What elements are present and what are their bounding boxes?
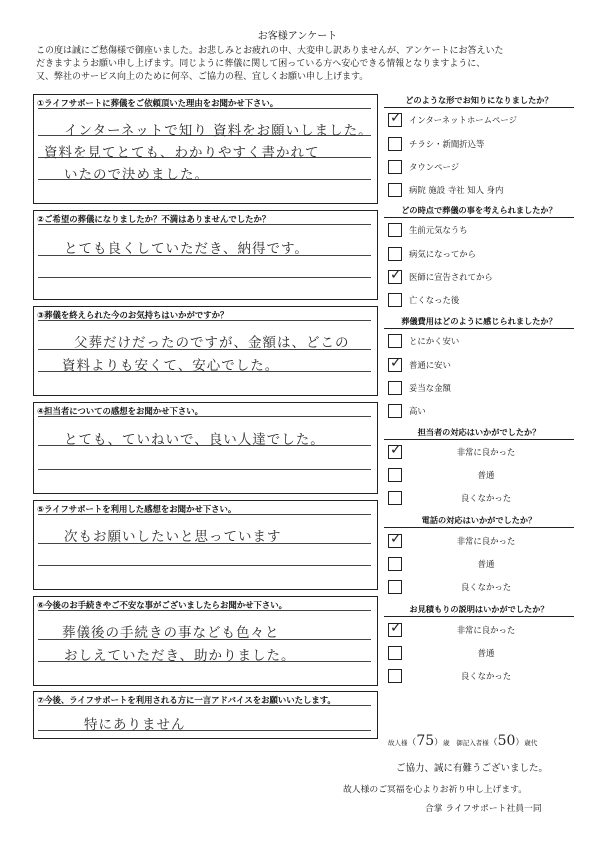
divider (38, 320, 371, 321)
option-label: 良くなかった (460, 671, 512, 681)
handwritten-answer: 次もお願いしたいと思っています (64, 529, 282, 545)
question-2-label: ②ご希望の葬儀になりましたか？不満はありませんでしたか？ (37, 214, 271, 224)
checkbox[interactable] (388, 293, 402, 307)
question-6-label: ⑥今後のお手続きやご不安な事がございましたらお聞かせ下さい。 (37, 600, 287, 610)
checkbox[interactable] (388, 223, 402, 237)
age-line (388, 733, 537, 749)
checkbox[interactable] (388, 531, 402, 548)
checkbox[interactable] (388, 381, 402, 395)
answer-line (38, 277, 371, 278)
question-7-label: ⑦今後、ライフサポートを利用される方に一言アドバイスをお願いいたします。 (37, 695, 336, 705)
handwritten-answer: 特にありません (84, 717, 186, 733)
option-label: 高い (409, 406, 426, 416)
option-label: 普通 (477, 470, 495, 480)
handwritten-answer: 資料を見てとても、わかりやすく書かれて (44, 145, 320, 161)
question-4-box[interactable] (33, 402, 378, 494)
divider (38, 514, 371, 515)
section-6-header: お見積もりの説明はいかがでしたか？ (384, 604, 574, 617)
check-icon: ✓ (390, 531, 402, 547)
option-label: 非常に良かった (456, 536, 516, 546)
divider (38, 416, 371, 417)
intro-line: 又、弊社のサービス向上のために何卒、ご協力の程、宜しくお願い申し上げます。 (36, 72, 369, 82)
option-label: タウンページ (409, 162, 460, 172)
handwritten-answer: 父葬だけだったのですが、金額は、どこの (74, 335, 350, 351)
question-1-label: ①ライフサポートに葬儀をご依頼頂いた理由をお聞かせ下さい。 (37, 98, 279, 108)
checkbox[interactable] (388, 110, 402, 127)
question-7-box[interactable] (33, 691, 378, 739)
check-icon: ✓ (390, 355, 402, 371)
option-label: 医師に宣告されてから (409, 272, 493, 282)
thanks-text: ご協力、誠に有難うございました。 (396, 763, 549, 774)
check-icon: ✓ (390, 110, 402, 126)
deceased-age[interactable]: 75 (416, 733, 435, 749)
checkbox[interactable] (388, 580, 402, 594)
prayer-text: 故人様のご冥福を心よりお祈り申し上げます。 (343, 785, 528, 795)
option-label: 普通 (477, 559, 495, 569)
paren: ） (434, 738, 443, 748)
divider (38, 108, 371, 109)
writer-age[interactable]: 50 (497, 733, 516, 749)
checkbox[interactable] (388, 267, 402, 284)
option-label: 生前元気なうち (409, 225, 468, 235)
checkbox[interactable] (388, 442, 402, 459)
handwritten-answer: 資料よりも安くて、安心でした。 (62, 358, 280, 374)
section-3-header: 葬儀費用はどのように感じられましたか？ (384, 316, 574, 329)
handwritten-answer: おしえていただき、助かりました。 (64, 648, 296, 664)
section-1-header: どのような形でお知りになりましたか？ (384, 95, 574, 108)
checkbox[interactable] (388, 247, 402, 261)
option-label: 病気になってから (409, 249, 476, 259)
checkbox[interactable] (388, 404, 402, 418)
section-4-header: 担当者の対応はいかがでしたか？ (384, 427, 574, 440)
intro-line: この度は誠にご愁傷様で御座いました。お悲しみとお疲れの中、大変申し訳ありませんが、アンケートにお答えいた (36, 46, 504, 56)
checkbox[interactable] (388, 669, 402, 683)
paren: （ (407, 738, 417, 748)
section-5-header: 電話の対応はいかがでしたか？ (384, 515, 574, 528)
check-icon: ✓ (390, 442, 402, 458)
option-label: 病院 施設 寺社 知人 身内 (409, 185, 504, 195)
checkbox[interactable] (388, 491, 402, 505)
option-label: 良くなかった (460, 582, 512, 592)
option-label: インターネットホームページ (409, 115, 517, 125)
handwritten-answer: 葬儀後の手続きの事なども色々と (62, 625, 280, 641)
handwritten-answer: とても良くしていただき、納得です。 (64, 241, 309, 257)
check-icon: ✓ (390, 620, 402, 636)
age-unit: 歳 (442, 739, 450, 747)
writer-unit: 歳代 (524, 739, 538, 747)
page-title: お客様アンケート (257, 31, 338, 42)
paren: ） (515, 738, 525, 748)
intro-text (36, 45, 566, 84)
answer-line (38, 565, 371, 566)
check-icon: ✓ (390, 267, 402, 283)
handwritten-answer: いたので決めました。 (64, 167, 209, 183)
checkbox[interactable] (388, 334, 402, 348)
checkbox[interactable] (388, 183, 402, 197)
deceased-label: 故人様 (388, 739, 408, 747)
option-label: 普通に安い (409, 360, 451, 370)
question-4-label: ④担当者についての感想をお聞かせ下さい。 (37, 406, 204, 416)
question-5-box[interactable] (33, 500, 378, 590)
question-3-label: ③葬儀を終えられた今のお気持ちはいかがですか？ (37, 310, 229, 320)
question-6-box[interactable] (33, 596, 378, 686)
writer-label: 御記入者様 (456, 739, 489, 747)
checkbox[interactable] (388, 557, 402, 571)
divider (38, 705, 371, 706)
question-3-box[interactable] (33, 306, 378, 396)
checkbox[interactable] (388, 160, 402, 174)
question-2-box[interactable] (33, 210, 378, 300)
question-5-label: ⑤ライフサポートを利用した感想をお聞かせ下さい。 (37, 504, 237, 514)
checkbox[interactable] (388, 620, 402, 637)
handwritten-answer: とても、ていねいで、良い人達でした。 (64, 432, 325, 448)
option-label: 普通 (477, 648, 495, 658)
option-label: 非常に良かった (456, 625, 516, 635)
option-label: チラシ・新聞折込等 (409, 139, 485, 149)
signature-text: 合掌 ライフサポート社員一同 (425, 804, 542, 814)
paren: （ (488, 738, 498, 748)
checkbox[interactable] (388, 646, 402, 660)
option-label: 妥当な金額 (409, 383, 451, 393)
option-label: 非常に良かった (456, 447, 516, 457)
option-label: 亡くなった後 (409, 295, 460, 305)
divider (38, 224, 371, 225)
section-2-header: どの時点で葬儀の事を考えられましたか？ (384, 205, 574, 218)
checkbox[interactable] (388, 137, 402, 151)
option-label: 良くなかった (460, 493, 512, 503)
divider (38, 610, 371, 611)
checkbox[interactable] (388, 355, 402, 372)
option-label: とにかく安い (409, 336, 460, 346)
question-1-box[interactable] (33, 94, 378, 204)
handwritten-answer: インターネットで知り 資料をお願いしました。 (64, 123, 373, 139)
intro-line: だきますようお願い申し上げます。同じように葬儀に関して困っている方へ安心できる情報となりますように、 (36, 59, 486, 69)
answer-line (38, 469, 371, 470)
checkbox[interactable] (388, 468, 402, 482)
